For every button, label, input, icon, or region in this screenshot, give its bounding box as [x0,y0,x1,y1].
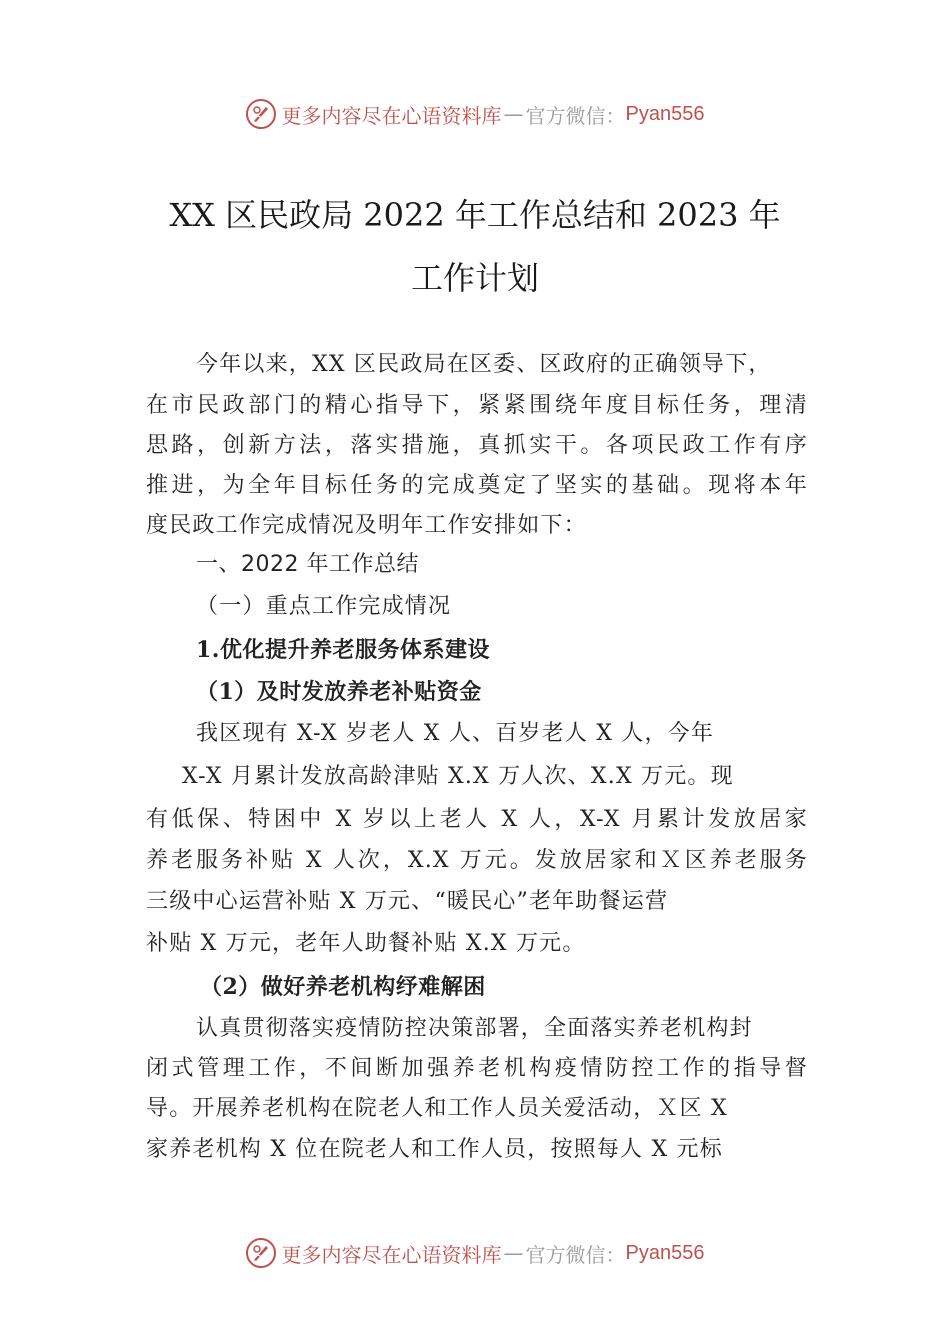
body-line: 推进，为全年目标任务的完成奠定了坚实的基础。现将本年 [146,473,808,498]
body-line: 三级中心运营补贴 X 万元、“暖民心”老年助餐运营 [146,889,669,914]
banner-wechat-id: Pyan556 [625,102,705,125]
footer-banner [0,1233,950,1273]
body-line: 认真贯彻落实疫情防控决策部署，全面落实养老机构封 [196,1016,753,1041]
banner-separator: — [503,1241,524,1265]
banner-wechat-id: Pyan556 [625,1241,705,1264]
body-line: 补贴 X 万元，老年人助餐补贴 X.X 万元。 [146,931,586,956]
body-line: 今年以来，XX 区民政局在区委、区政府的正确领导下， [196,352,772,377]
body-line: 导。开展养老机构在院老人和工作人员关爱活动，Ｘ区 X [146,1096,728,1121]
section-heading: 一、2022 年工作总结 [196,552,419,577]
item-heading: 1.优化提升养老服务体系建设 [196,637,490,663]
document-title-line1: XX 区民政局 2022 年工作总结和 2023 年 [169,196,781,234]
banner-wechat-label: 官方微信： [525,103,626,128]
body-line: 度民政工作完成情况及明年工作安排如下： [146,513,587,538]
body-line: X-X 月累计发放高龄津贴 X.X 万人次、X.X 万元。现 [182,764,734,789]
subitem-heading: （1）及时发放养老补贴资金 [196,679,482,705]
banner-wechat-label: 官方微信： [525,1242,626,1267]
body-line: 思路，创新方法，落实措施，真抓实干。各项民政工作有序 [146,433,808,458]
body-line: 我区现有 X-X 岁老人 X 人、百岁老人 X 人，今年 [196,721,715,746]
body-line: 有低保、特困中 X 岁以上老人 X 人，X-X 月累计发放居家 [146,807,808,832]
document-title-line2: 工作计划 [410,259,539,297]
quill-circle-icon [246,99,276,129]
banner-prefix: 更多内容尽在心语资料库 [281,103,502,128]
quill-circle-icon [246,1238,276,1268]
body-line: 养老服务补贴 X 人次，X.X 万元。发放居家和Ｘ区养老服务 [146,848,808,873]
banner-prefix: 更多内容尽在心语资料库 [281,1242,502,1267]
subsection-heading: （一）重点工作完成情况 [196,594,452,619]
header-banner [0,94,950,134]
body-line: 家养老机构 X 位在院老人和工作人员，按照每人 X 元标 [146,1137,723,1162]
subitem-heading: （2）做好养老机构纾难解困 [200,974,486,1000]
body-line: 闭式管理工作，不间断加强养老机构疫情防控工作的指导督 [146,1056,808,1081]
banner-separator: — [503,102,524,126]
body-line: 在市民政部门的精心指导下，紧紧围绕年度目标任务，理清 [146,393,808,418]
